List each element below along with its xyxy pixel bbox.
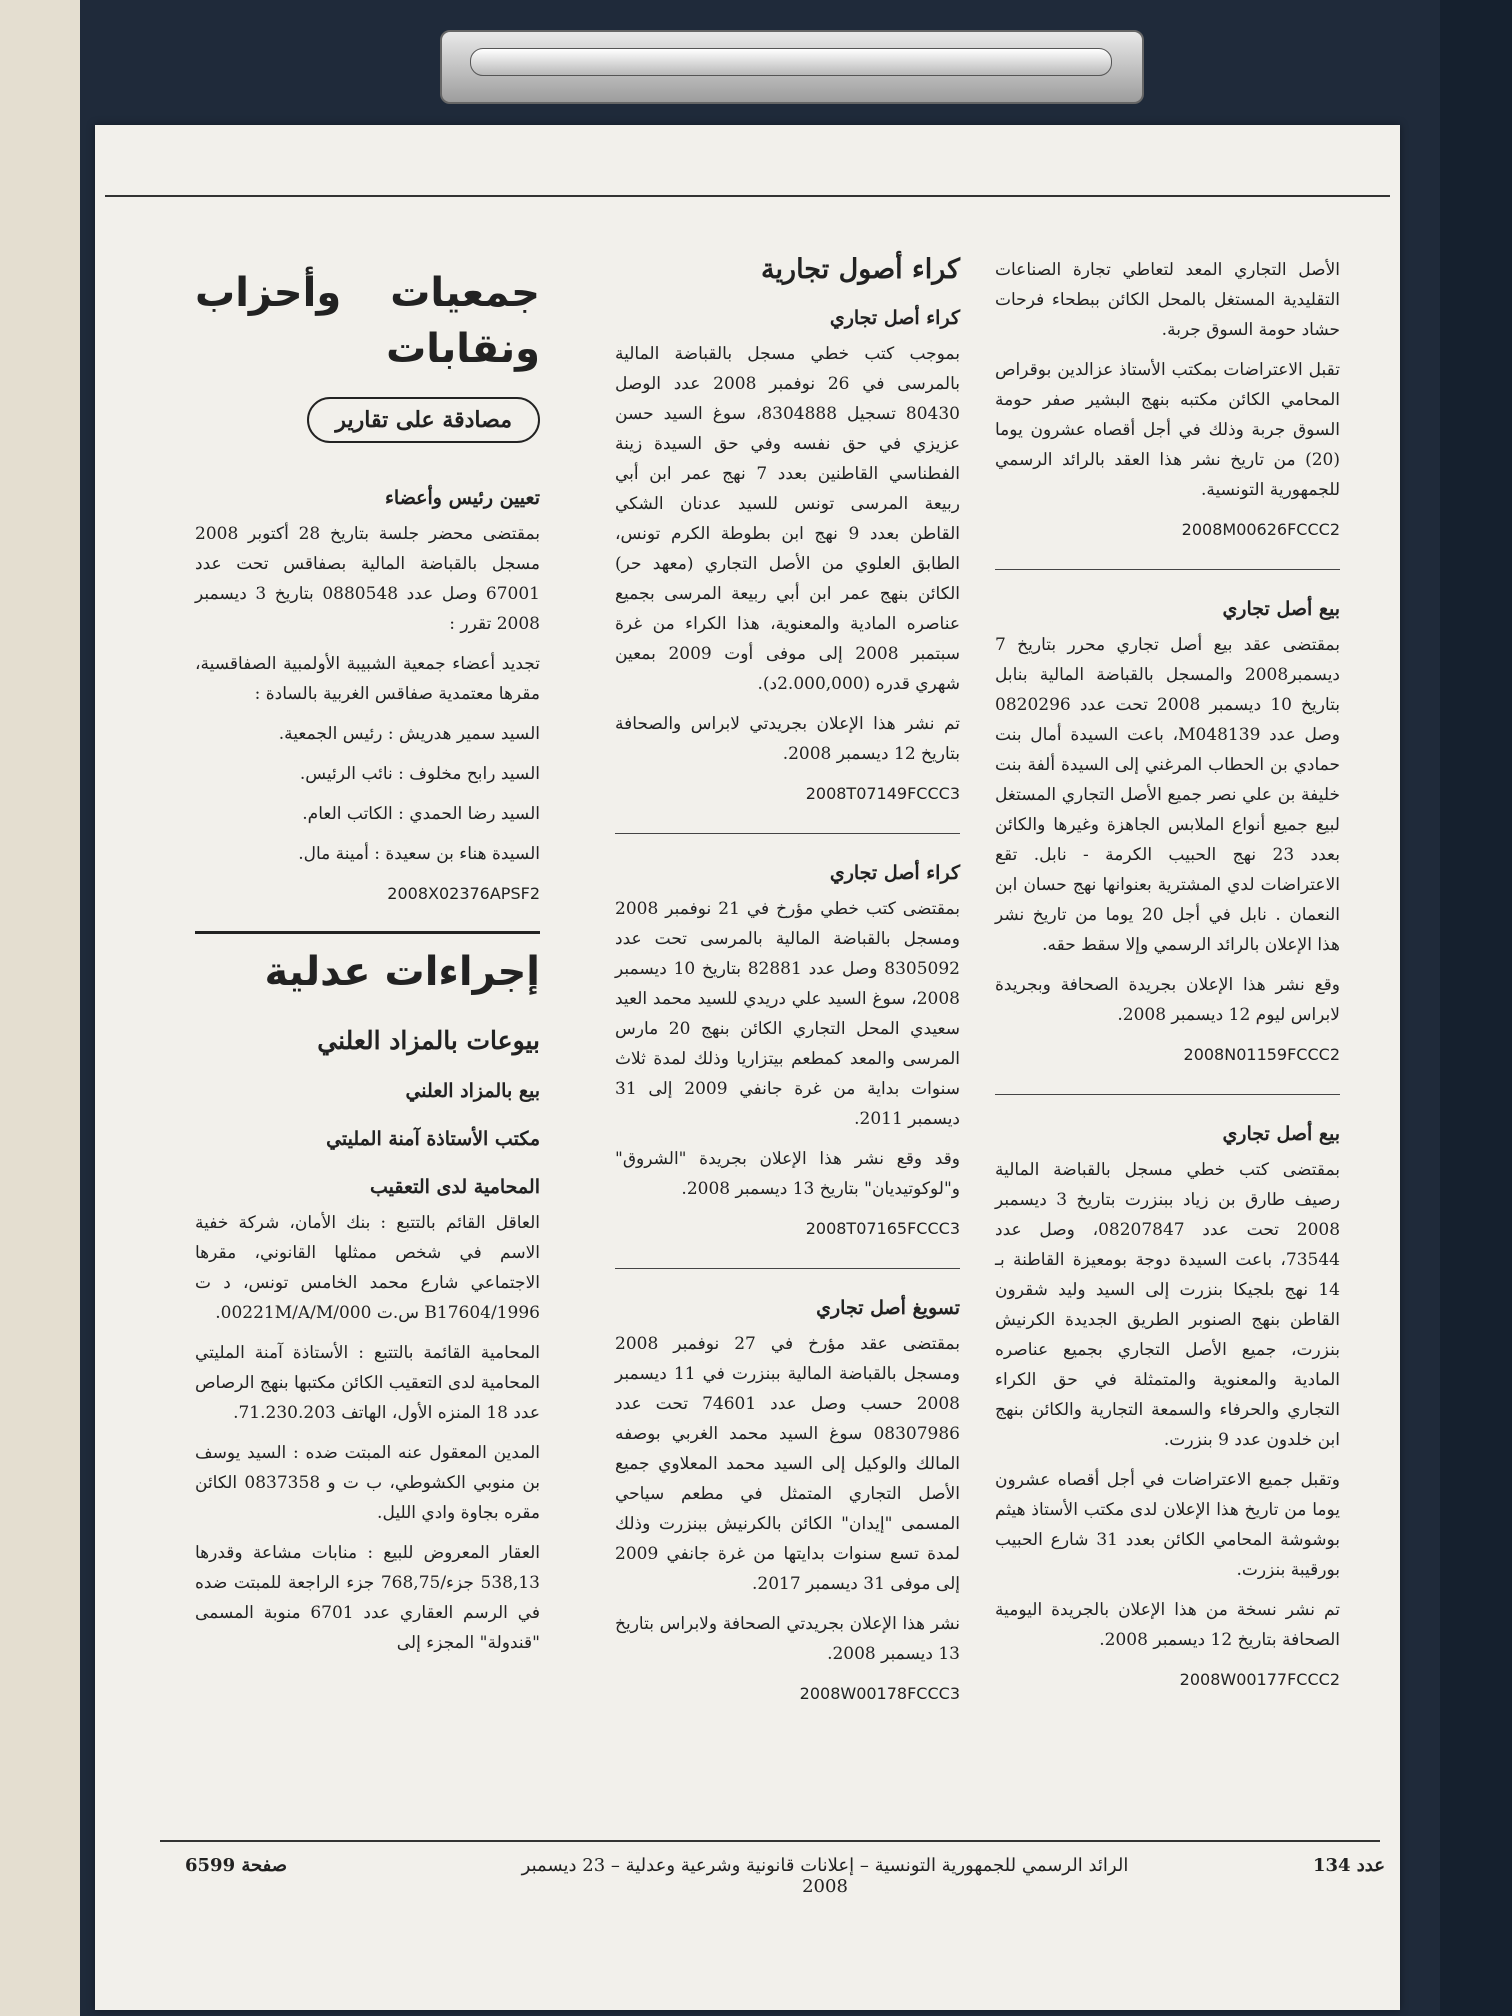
member-line: السيد رضا الحمدي : الكاتب العام.	[302, 804, 540, 824]
notice-body: بمقتضى عقد مؤرخ في 27 نوفمبر 2008 ومسجل بالقباضة المالية ببنزرت في 11 ديسمبر 2008 حسب وصل عدد 74601 تحت عدد 08307986 سوغ السيد محمد الغربي بوصفه المالك والوكيل إلى السيد محمد المعلاوي جميع الأصل التجاري المتمثل في مطعم سياحي المسمى "إيدان" الكائن بالكرنيش ببنزرت وذلك لمدة تسع سنوات بدايتها من غرة جانفي 2009 إلى موفى 31 ديسمبر 2017.	[615, 1334, 960, 1594]
notice-ref: 2008W00178FCCC3	[799, 1684, 960, 1703]
middle-column	[615, 255, 960, 1725]
notice-body: العاقل القائم بالتتبع : بنك الأمان، شركة خفية الاسم في شخص ممثلها القانوني، مقرها الاجتماعي شارع محمد الخامس تونس، د ت B17604/1996 س.ت 00221M/A/M/000.	[195, 1213, 540, 1323]
separator	[995, 1094, 1340, 1095]
notice-ref: 2008W00177FCCC2	[1179, 1670, 1340, 1689]
notice-ref: 2008T07165FCCC3	[805, 1219, 960, 1238]
notice-body: المدين المعقول عنه المبتت ضده : السيد يوسف بن منوبي الكشوطي، ب ت و 0837358 الكائن مقره بجاوة وادي الليل.	[195, 1443, 540, 1523]
notice-title: تعيين رئيس وأعضاء	[384, 487, 540, 509]
notice-title: بيع أصل تجاري	[1222, 1123, 1340, 1145]
notice-body: العقار المعروض للبيع : منابات مشاعة وقدرها 538,13 جزء/768,75 جزء الراجعة للمبتت ضده في الرسم العقاري عدد 6701 منوبة المسمى "قندولة" المجزء إلى	[195, 1543, 540, 1653]
member-line: السيد رابح مخلوف : نائب الرئيس.	[299, 764, 540, 784]
clipboard-clip-bar	[470, 48, 1112, 76]
notice-title: مكتب الأستاذة آمنة المليتي	[326, 1128, 540, 1150]
notice-ref: 2008N01159FCCC2	[1183, 1045, 1340, 1064]
intro-ref: 2008M00626FCCC2	[1181, 520, 1340, 539]
notice-title: بيع أصل تجاري	[1222, 598, 1340, 620]
member-line: السيدة هناء بن سعيدة : أمينة مال.	[298, 844, 540, 864]
notice-body: بموجب كتب خطي مسجل بالقباضة المالية بالمرسى في 26 نوفمبر 2008 عدد الوصل 80430 تسجيل 8304888، سوغ السيد حسن عزيزي في حق نفسه وفي حق السيدة زينة الفطناسي القاطنين بعدد 7 نهج عمر ابن أبي ربيعة المرسى تونس للسيد عدنان الشكي القاطن بعدد 9 نهج ابن بطوطة الكرم تونس، الطابق العلوي من الأصل التجاري (معهد حر) الكائن بنهج عمر ابن أبي ربيعة المرسى بجميع عناصره المادية والمعنوية، هذا الكراء من غرة سبتمبر 2008 إلى موفى أوت 2009 بمعين شهري قدره (2.000,000د).	[615, 344, 961, 694]
right-column	[995, 255, 1340, 1711]
notice-title: المحامية لدى التعقيب	[369, 1176, 540, 1198]
separator	[615, 1268, 960, 1269]
notice-title: كراء أصل تجاري	[829, 862, 960, 884]
top-rule	[105, 195, 1390, 197]
footer-title: الرائد الرسمي للجمهورية التونسية – إعلانات قانونية وشرعية وعدلية – 23 ديسمبر 2008	[521, 1855, 1129, 1897]
page-number: صفحة 6599	[185, 1855, 288, 1876]
subsection-title: بيوعات بالمزاد العلني	[317, 1026, 540, 1055]
notice-body: بمقتضى محضر جلسة بتاريخ 28 أكتوبر 2008 مسجل بالقباضة المالية بصفاقس تحت عدد 67001 وصل عدد 0880548 بتاريخ 3 ديسمبر 2008 تقرر :	[195, 524, 541, 634]
notice-publication: وقع نشر هذا الإعلان بجريدة الصحافة وبجريدة لابراس ليوم 12 ديسمبر 2008.	[995, 975, 1340, 1025]
notice-title: بيع بالمزاد العلني	[405, 1080, 540, 1102]
notice-ref: 2008X02376APSF2	[387, 884, 540, 903]
notice-objections: وتقبل جميع الاعتراضات في أجل أقصاه عشرون يوما من تاريخ هذا الإعلان لدى مكتب الأستاذ هيثم بوشوشة المحامي الكائن بعدد 31 شارع الحبيب بورقيبة بنزرت.	[995, 1470, 1340, 1580]
notice-ref: 2008T07149FCCC3	[805, 784, 960, 803]
notice-publication: تم نشر نسخة من هذا الإعلان بالجريدة اليومية الصحافة بتاريخ 12 ديسمبر 2008.	[995, 1600, 1340, 1650]
notice-body: المحامية القائمة بالتتبع : الأستاذة آمنة المليتي المحامية لدى التعقيب الكائن مكتبها بنهج الرصاص عدد 18 المنزه الأول، الهاتف 71.230.203.	[195, 1343, 540, 1423]
separator	[615, 833, 960, 834]
category-stamp: مصادقة على تقارير	[307, 397, 540, 443]
clipboard-edge	[1440, 0, 1512, 2016]
notice-title: كراء أصل تجاري	[829, 307, 960, 329]
gazette-page	[95, 125, 1400, 2010]
notice-title: تسويغ أصل تجاري	[816, 1297, 960, 1319]
section-title: جمعيات وأحزاب ونقابات	[195, 270, 540, 372]
issue-number: عدد 134	[1312, 1855, 1385, 1876]
section-title: إجراءات عدلية	[264, 949, 540, 995]
notice-publication: تم نشر هذا الإعلان بجريدتي لابراس والصحافة بتاريخ 12 ديسمبر 2008.	[615, 714, 960, 764]
member-line: السيد سمير هدريش : رئيس الجمعية.	[278, 724, 540, 744]
separator	[195, 931, 540, 934]
separator	[995, 569, 1340, 570]
notice-body: بمقتضى كتب خطي مسجل بالقباضة المالية رصيف طارق بن زياد ببنزرت بتاريخ 3 ديسمبر 2008 تحت عدد 08207847، وصل عدد 73544، باعت السيدة دوجة بومعيزة القاطنة بـ 14 نهج بلجيكا بنزرت إلى السيد وليد شقرون القاطن بنهج الصنوبر الطريق الجديدة الكرنيش بنزرت، جميع الأصل التجاري بجميع عناصره المادية والمعنوية والمتمثلة في حق الكراء التجاري والحرفاء والسمعة التجارية والكائن بنهج ابن خلدون عدد 9 بنزرت.	[995, 1160, 1341, 1450]
intro-objections: تقبل الاعتراضات بمكتب الأستاذ عزالدين بوقراص المحامي الكائن مكتبه بنهج البشير صفر حومة السوق جربة وذلك في أجل أقصاه عشرون يوما (20) من تاريخ نشر هذا العقد بالرائد الرسمي للجمهورية التونسية.	[995, 360, 1340, 500]
notice-renewal: تجديد أعضاء جمعية الشبيبة الأولمبية الصفاقسية، مقرها معتمدية صفاقس الغربية بالسادة :	[195, 654, 540, 704]
section-title: كراء أصول تجارية	[761, 254, 960, 285]
page-footer	[185, 1849, 1385, 1897]
intro-text: الأصل التجاري المعد لتعاطي تجارة الصناعات التقليدية المستغل بالمحل الكائن ببطحاء فرحات حشاد حومة السوق جربة.	[995, 260, 1340, 340]
notice-publication: نشر هذا الإعلان بجريدتي الصحافة ولابراس بتاريخ 13 ديسمبر 2008.	[615, 1614, 960, 1664]
footer-rule	[160, 1840, 1380, 1842]
notice-body: بمقتضى عقد بيع أصل تجاري محرر بتاريخ 7 ديسمبر2008 والمسجل بالقباضة المالية بنابل بتاريخ 10 ديسمبر 2008 تحت عدد 0820296 وصل عدد M048139، باعت السيدة أمال بنت حمادي بن الحطاب المرغني إلى السيدة ألفة بنت خليفة بن علي نصر جميع الأصل التجاري المستغل لبيع جميع أنواع الملابس الجاهزة وغيرها والكائن بعدد 23 نهج الحبيب الكرمة - نابل. تقع الاعتراضات لدي المشترية بعنوانها نهج حسان ابن النعمان . نابل في أجل 20 يوما من تاريخ نشر هذا الإعلان بالرائد الرسمي وإلا سقط حقه.	[995, 635, 1341, 955]
notice-publication: وقد وقع نشر هذا الإعلان بجريدة "الشروق" و"لوكوتيديان" بتاريخ 13 ديسمبر 2008.	[615, 1149, 960, 1199]
notice-body: بمقتضى كتب خطي مؤرخ في 21 نوفمبر 2008 ومسجل بالقباضة المالية بالمرسى تحت عدد 8305092 وصل عدد 82881 بتاريخ 10 ديسمبر 2008، سوغ السيد علي دريدي للسيد محمد العيد سعيدي المحل التجاري الكائن بنهج 20 مارس المرسى والمعد كمطعم بيتزاريا وذلك لمدة ثلاث سنوات بداية من غرة جانفي 2009 إلى 31 ديسمبر 2011.	[615, 899, 960, 1129]
left-column	[195, 255, 540, 1668]
